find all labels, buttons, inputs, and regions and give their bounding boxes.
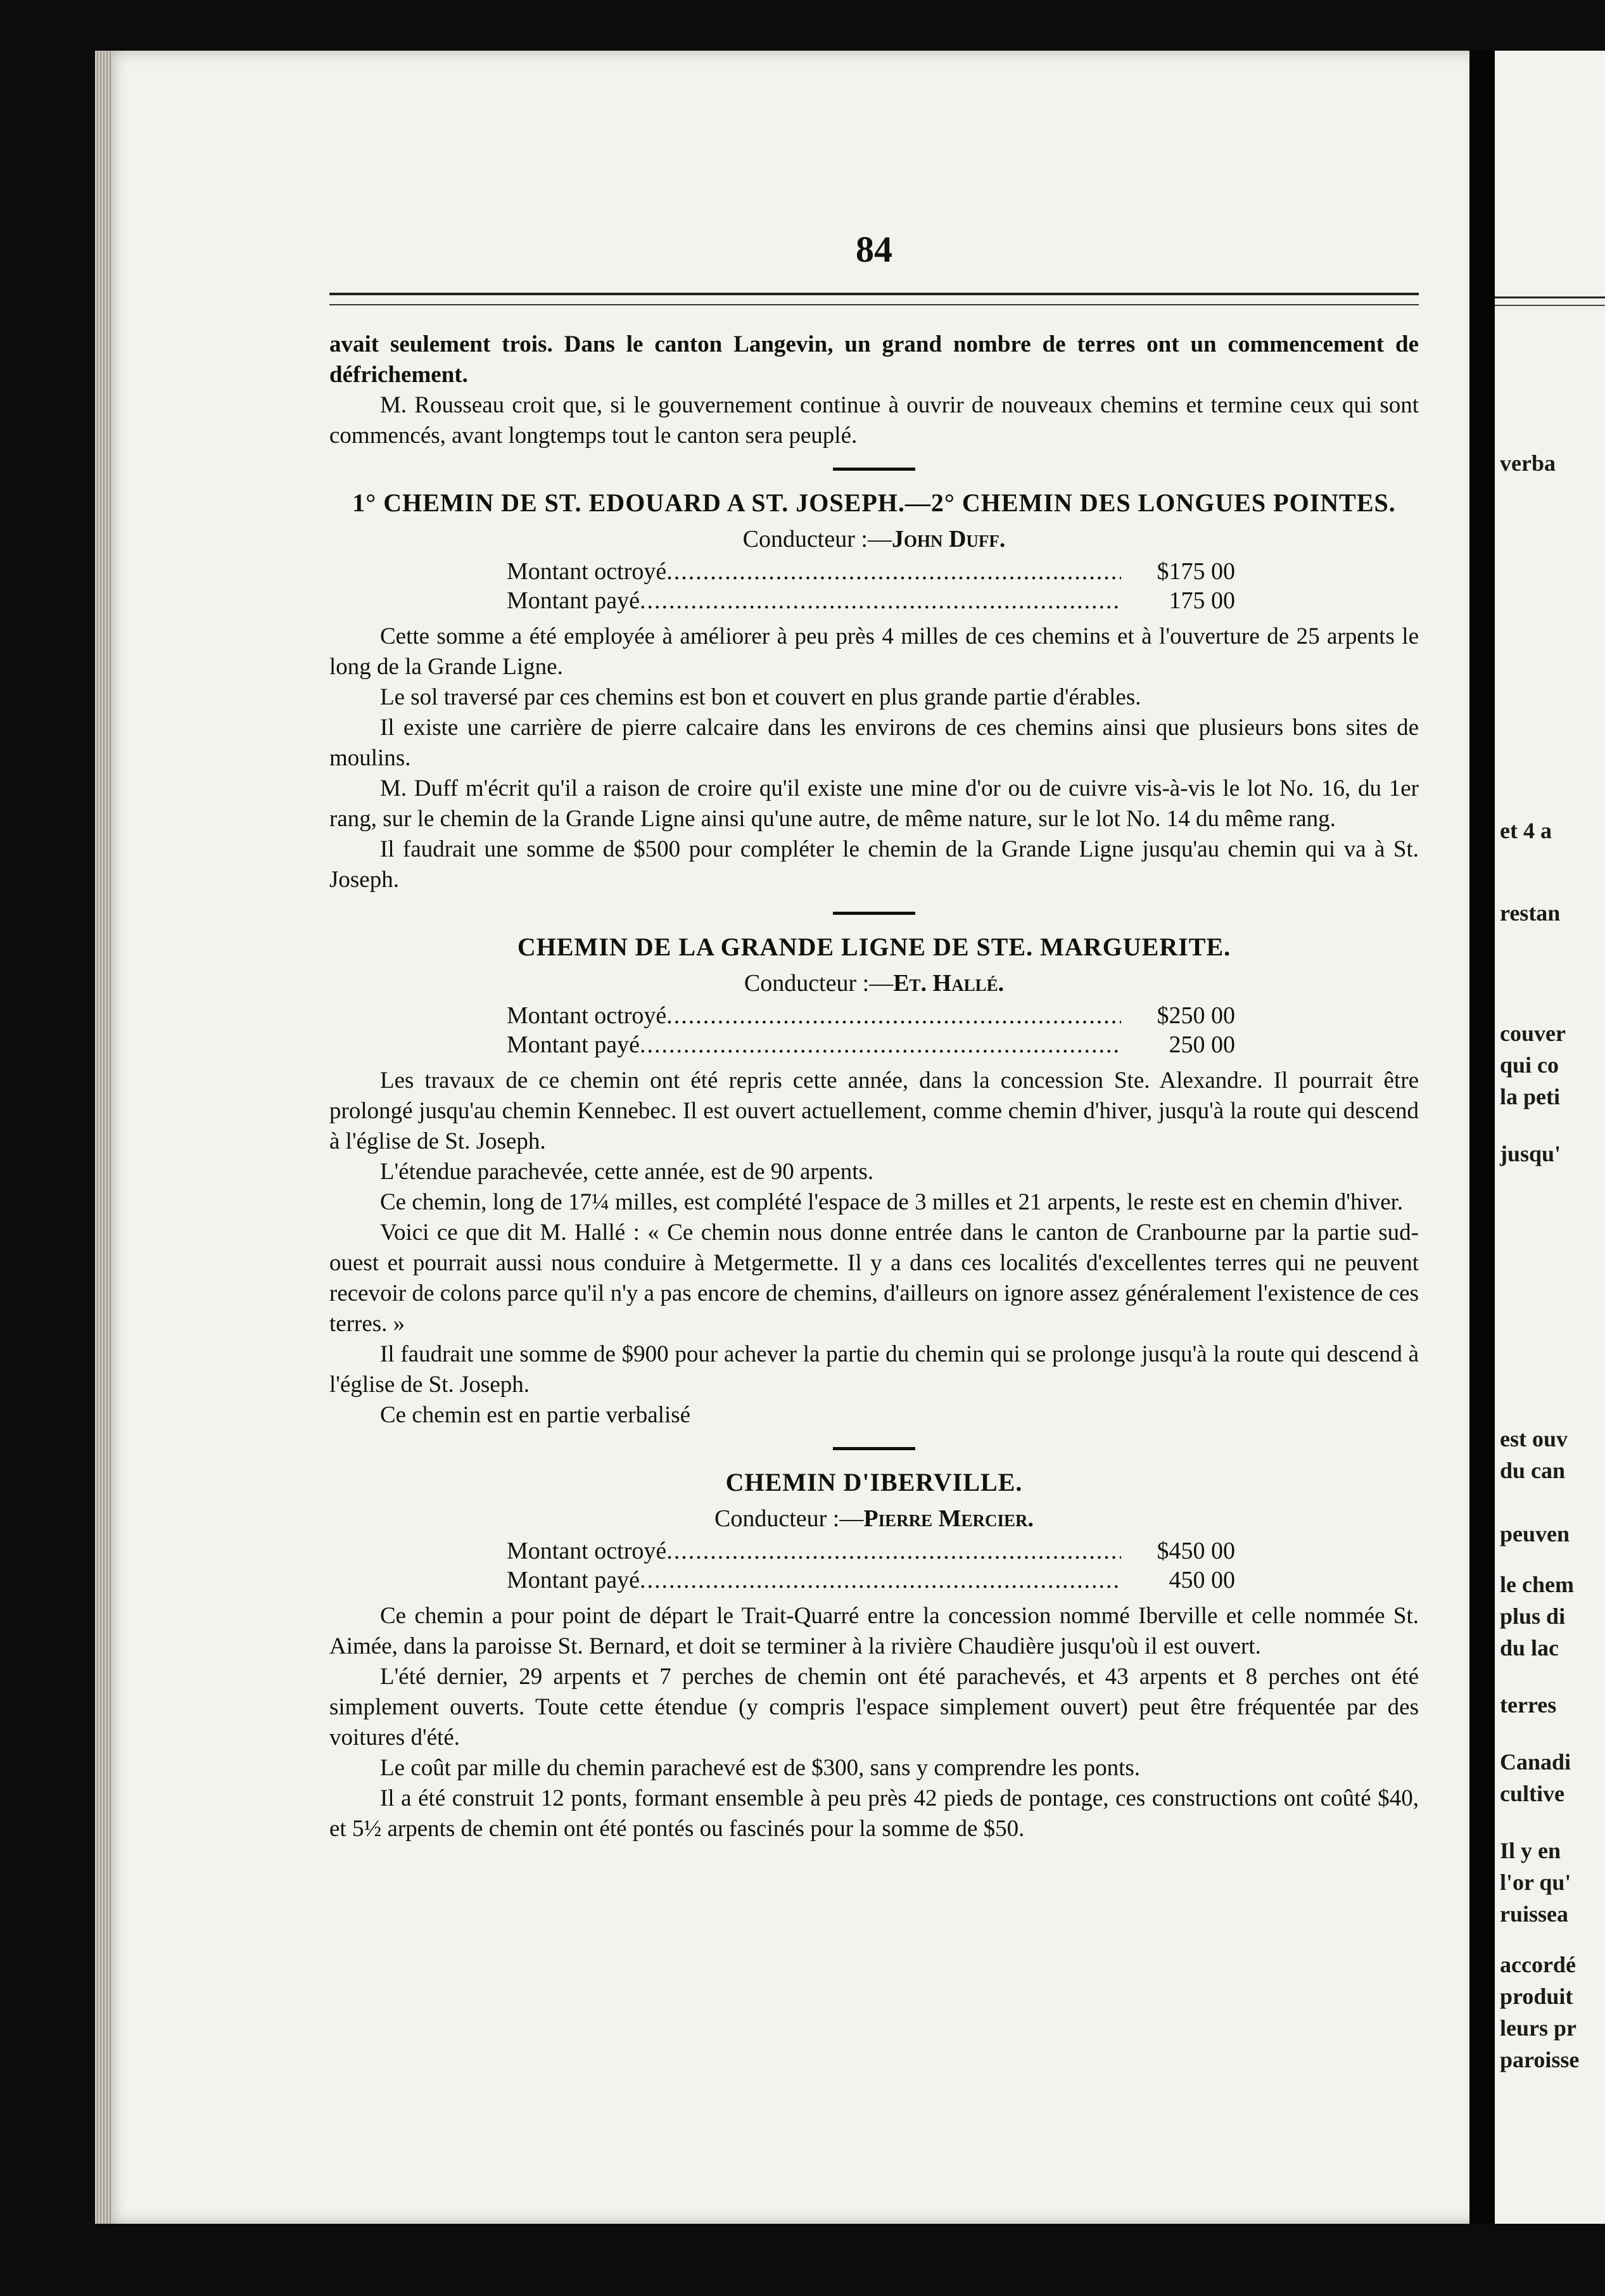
- conducteur-line: [329, 968, 1419, 998]
- section-separator: [833, 912, 915, 915]
- body-paragraph: Il existe une carrière de pierre calcaire dans les environs de ces chemins ainsi que plusieurs bons sites de moulins.: [329, 715, 1419, 771]
- adjacent-page-fragment: plus di: [1500, 1604, 1566, 1629]
- amount-label: Montant payé: [507, 1567, 640, 1593]
- adjacent-page-fragment: du can: [1500, 1458, 1566, 1483]
- amount-row: [507, 1536, 1235, 1566]
- adjacent-page-fragment: paroisse: [1500, 2047, 1580, 2072]
- amount-value: 175 00: [1169, 587, 1235, 614]
- conducteur-name: Pierre Mercier.: [863, 1505, 1034, 1532]
- page-content: [329, 329, 1419, 1844]
- adjacent-page-fragment: le chem: [1500, 1572, 1574, 1597]
- section-heading: CHEMIN DE LA GRANDE LIGNE DE STE. MARGUERITE.: [517, 933, 1231, 961]
- amount-row: [507, 1030, 1235, 1059]
- body-paragraph: Le sol traversé par ces chemins est bon et couvert en plus grande partie d'érables.: [380, 684, 1141, 710]
- conducteur-name: John Duff.: [891, 526, 1006, 552]
- adjacent-page-fragment: jusqu': [1500, 1141, 1561, 1166]
- page-edge: [95, 51, 111, 2224]
- body-paragraph: Il faudrait une somme de $500 pour compléter le chemin de la Grande Ligne jusqu'au chemin qui va à St. Joseph.: [329, 836, 1419, 893]
- amount-row: [507, 1001, 1235, 1030]
- body-paragraph: Cette somme a été employée à améliorer à peu près 4 milles de ces chemins et à l'ouverture de 25 arpents le long de la Grande Ligne.: [329, 623, 1419, 680]
- adjacent-page-fragment: l'or qu': [1500, 1870, 1571, 1895]
- body-paragraph: Les travaux de ce chemin ont été repris cette année, dans la concession Ste. Alexandre. Il pourrait être prolongé jusqu'au chemin Kennebec. Il est ouvert actuellement, comme chemin d'hiver, jusqu'à la route qui descend à l'église de St. Joseph.: [329, 1068, 1419, 1154]
- adjacent-page-fragment: ruissea: [1500, 1901, 1568, 1927]
- amount-label: Montant octroyé: [507, 1538, 667, 1564]
- conducteur-label: Conducteur :—: [714, 1505, 864, 1532]
- amount-value: 250 00: [1169, 1031, 1235, 1058]
- leader-dots: [666, 557, 1121, 586]
- conducteur-label: Conducteur :—: [742, 526, 892, 552]
- body-paragraph: Voici ce que dit M. Hallé : « Ce chemin nous donne entrée dans le canton de Cranbourne par la partie sud-ouest et pourrait aussi nous conduire à Metgermette. Il y a dans ces localités d'excellentes terres qui ne peuvent recevoir de colons parce qu'il n'y a pas encore de chemins, d'ailleurs on ignore assez généralement l'existence de ces terres. »: [329, 1220, 1419, 1337]
- adjacent-page-fragment: peuven: [1500, 1521, 1570, 1547]
- body-paragraph: Ce chemin, long de 17¼ milles, est complété l'espace de 3 milles et 21 arpents, le reste est en chemin d'hiver.: [380, 1189, 1404, 1215]
- body-paragraph: Il a été construit 12 ponts, formant ensemble à peu près 42 pieds de pontage, ces constructions ont coûté $40, et 5½ arpents de chemin ont été pontés ou fascinés pour la somme de $50.: [329, 1785, 1419, 1842]
- header-rule: [329, 293, 1419, 305]
- intro-paragraph: M. Rousseau croit que, si le gouvernement continue à ouvrir de nouveaux chemins et termine ceux qui sont commencés, avant longtemps tout le canton sera peuplé.: [329, 392, 1419, 449]
- adjacent-page-fragment: la peti: [1500, 1084, 1560, 1109]
- adjacent-page-fragment: qui co: [1500, 1052, 1559, 1078]
- adjacent-page-fragment: est ouv: [1500, 1426, 1568, 1451]
- adjacent-page-fragment: et 4 a: [1500, 818, 1552, 843]
- amount-row: [507, 586, 1235, 615]
- body-paragraph: L'été dernier, 29 arpents et 7 perches de chemin ont été parachevés, et 43 arpents et 8 perches ont été simplement ouverts. Toute cette étendue (y compris l'espace simplement ouvert) peut être fréquentée par des voitures d'été.: [329, 1664, 1419, 1751]
- adjacent-page-fragment: leurs pr: [1500, 2015, 1576, 2041]
- leader-dots: [666, 1536, 1121, 1566]
- section-heading: 1° CHEMIN DE ST. EDOUARD A ST. JOSEPH.—2° CHEMIN DES LONGUES POINTES.: [352, 488, 1396, 517]
- body-paragraph: Il faudrait une somme de $900 pour achever la partie du chemin qui se prolonge jusqu'à la route qui descend à l'église de St. Joseph.: [329, 1341, 1419, 1398]
- amount-label: Montant octroyé: [507, 558, 667, 585]
- page-number: 84: [856, 229, 892, 270]
- conducteur-label: Conducteur :—: [744, 970, 894, 997]
- adjacent-page-fragment: verba: [1500, 450, 1556, 476]
- adjacent-page-fragment: restan: [1500, 900, 1561, 926]
- amount-value: $175 00: [1157, 558, 1235, 585]
- amount-value: $450 00: [1157, 1538, 1235, 1564]
- adjacent-page-fragment: produit: [1500, 1984, 1573, 2009]
- conducteur-line: [329, 1503, 1419, 1534]
- adjacent-page-fragment: Canadi: [1500, 1749, 1571, 1775]
- book-gutter: [1469, 51, 1495, 2224]
- body-paragraph: M. Duff m'écrit qu'il a raison de croire qu'il existe une mine d'or ou de cuivre vis-à-vis le lot No. 16, du 1er rang, sur le chemin de la Grande Ligne ainsi qu'une autre, de même nature, sur le lot No. 14 du même rang.: [329, 775, 1419, 832]
- body-paragraph: Ce chemin a pour point de départ le Trait-Quarré entre la concession nommé Iberville et celle nommée St. Aimée, dans la paroisse St. Bernard, et doit se terminer à la rivière Chaudière jusqu'où il est ouvert.: [329, 1603, 1419, 1659]
- amount-value: $250 00: [1157, 1002, 1235, 1029]
- leader-dots: [666, 1001, 1121, 1030]
- adjacent-page: [1495, 51, 1605, 2224]
- conducteur-name: Et. Hallé.: [893, 970, 1005, 997]
- amount-label: Montant payé: [507, 1031, 640, 1058]
- conducteur-line: [329, 524, 1419, 554]
- leader-dots: [640, 586, 1121, 615]
- amount-label: Montant payé: [507, 587, 640, 614]
- adjacent-page-fragment: couver: [1500, 1021, 1566, 1046]
- body-paragraph: Ce chemin est en partie verbalisé: [380, 1402, 691, 1428]
- adjacent-page-fragment: terres: [1500, 1692, 1557, 1718]
- amount-row: [507, 1566, 1235, 1595]
- intro-paragraph: avait seulement trois. Dans le canton Langevin, un grand nombre de terres ont un commencement de défrichement.: [329, 331, 1419, 388]
- amount-value: 450 00: [1169, 1567, 1235, 1593]
- section-separator: [833, 1447, 915, 1450]
- amount-label: Montant octroyé: [507, 1002, 667, 1029]
- body-paragraph: Le coût par mille du chemin parachevé est de $300, sans y comprendre les ponts.: [380, 1755, 1141, 1781]
- section-heading: CHEMIN D'IBERVILLE.: [725, 1468, 1023, 1496]
- adjacent-page-fragment: Il y en: [1500, 1838, 1561, 1863]
- adjacent-page-fragment: cultive: [1500, 1781, 1564, 1806]
- adjacent-page-fragment: accordé: [1500, 1952, 1576, 1977]
- leader-dots: [640, 1030, 1121, 1059]
- amount-row: [507, 557, 1235, 586]
- leader-dots: [640, 1566, 1121, 1595]
- section-separator: [833, 468, 915, 471]
- adjacent-page-fragment: du lac: [1500, 1635, 1559, 1661]
- body-paragraph: L'étendue parachevée, cette année, est de 90 arpents.: [380, 1159, 874, 1185]
- adjacent-page-rule: [1495, 297, 1605, 306]
